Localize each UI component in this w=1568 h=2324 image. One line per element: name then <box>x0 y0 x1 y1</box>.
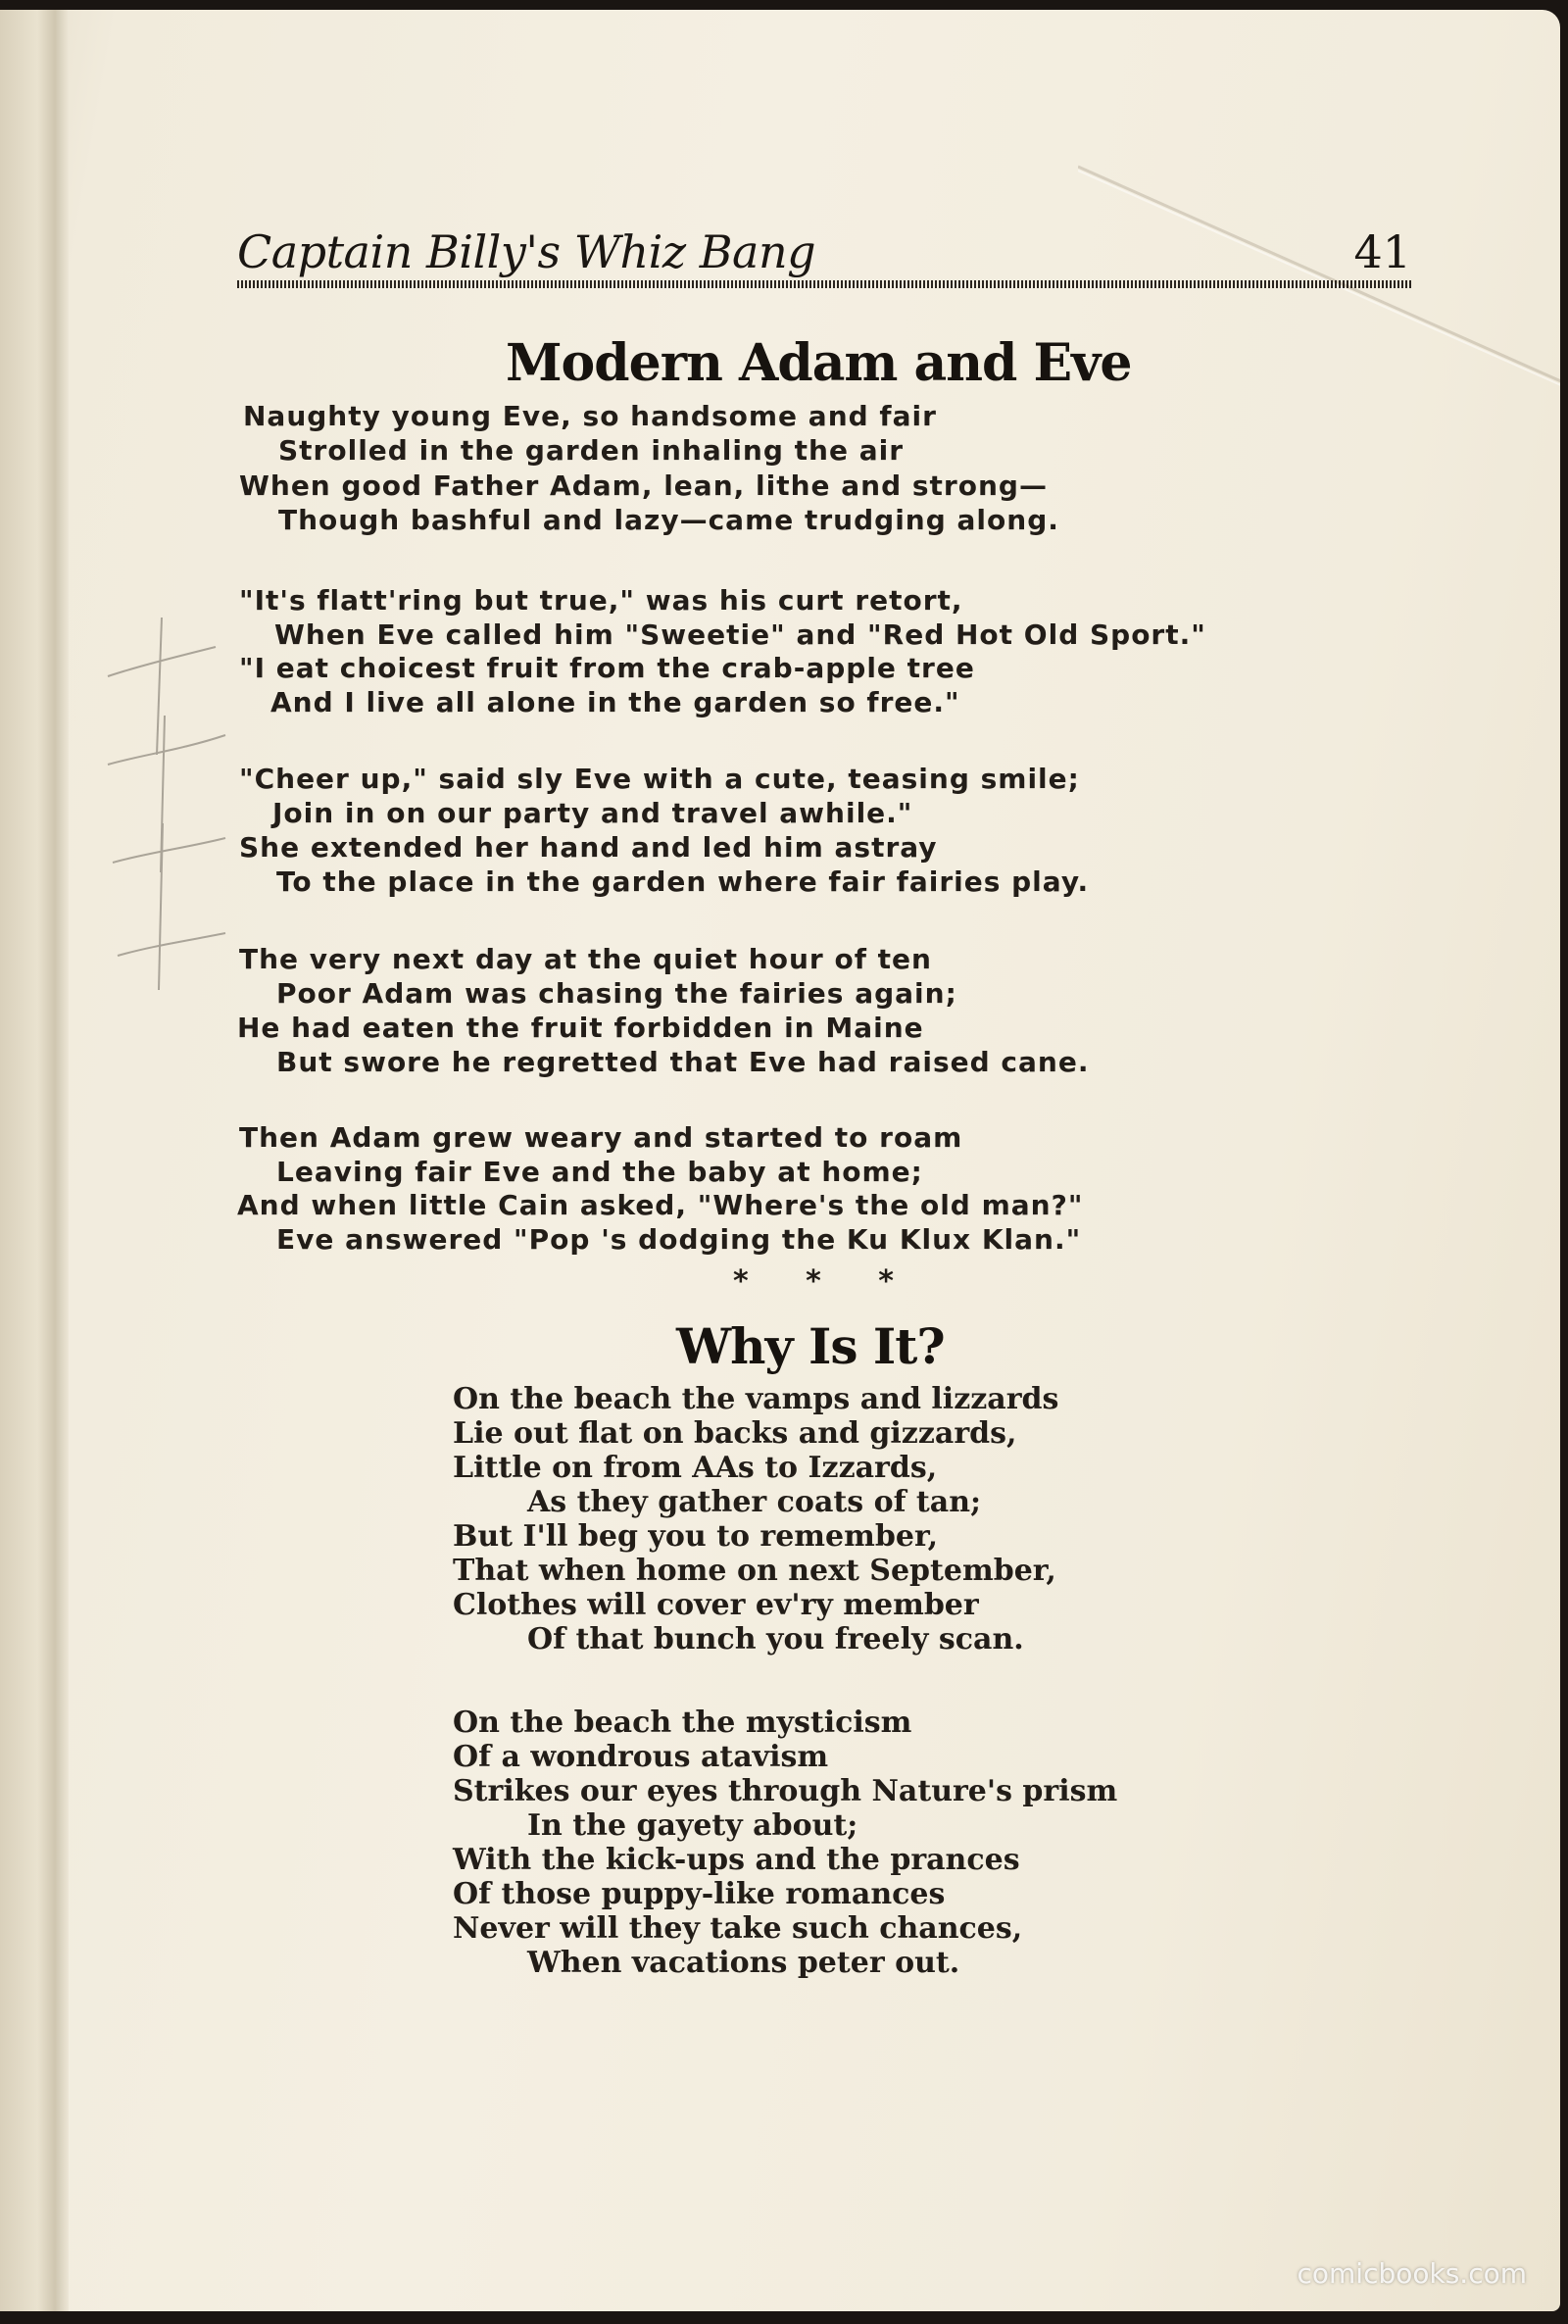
page-number: 41 <box>1353 225 1411 278</box>
poem-line: And I live all alone in the garden so free." <box>270 686 960 718</box>
poem-line: Then Adam grew weary and started to roam <box>239 1121 963 1154</box>
poem-line: Strolled in the garden inhaling the air <box>278 434 905 467</box>
poem-line: In the gayety about; <box>527 1808 858 1843</box>
poem-line: Of a wondrous atavism <box>453 1740 829 1774</box>
poem-line: On the beach the mysticism <box>453 1706 912 1740</box>
poem-line: And when little Cain asked, "Where's the old man?" <box>237 1189 1084 1221</box>
poem-line: Of that bunch you freely scan. <box>527 1622 1024 1656</box>
poem-line: Strikes our eyes through Nature's prism <box>453 1774 1118 1808</box>
poem-line: Little on from AAs to Izzards, <box>453 1451 938 1485</box>
poem-line: Eve answered "Pop 's dodging the Ku Klux Klan." <box>276 1223 1082 1256</box>
poem-line: That when home on next September, <box>453 1554 1056 1588</box>
running-title: Captain Billy's Whiz Bang <box>237 225 816 278</box>
poem-line: To the place in the garden where fair fairies play. <box>276 865 1090 898</box>
poem-line: But swore he regretted that Eve had raised cane. <box>276 1046 1090 1078</box>
poem-line: But I'll beg you to remember, <box>453 1519 939 1554</box>
poem-line: Naughty young Eve, so handsome and fair <box>243 400 937 432</box>
pencil-margin-marks <box>88 618 245 1029</box>
poem-line: Though bashful and lazy—came trudging along. <box>278 504 1059 536</box>
poem-line: Clothes will cover ev'ry member <box>453 1588 979 1622</box>
poem-line: Join in on our party and travel awhile." <box>272 797 913 829</box>
poem-title-modern-adam-and-eve: Modern Adam and Eve <box>506 333 1132 393</box>
poem-line: He had eaten the fruit forbidden in Maine <box>237 1012 924 1044</box>
poem-line: "I eat choicest fruit from the crab-apple tree <box>239 652 975 684</box>
page-spine-shadow <box>0 10 69 2311</box>
poem-line: When good Father Adam, lean, lithe and strong— <box>239 470 1048 502</box>
section-separator: * * * <box>733 1264 917 1299</box>
magazine-page <box>0 10 1560 2311</box>
poem-line: With the kick-ups and the prances <box>453 1843 1020 1877</box>
poem-line: Never will they take such chances, <box>453 1911 1023 1946</box>
poem-line: The very next day at the quiet hour of ten <box>239 943 932 975</box>
poem-line: On the beach the vamps and lizzards <box>453 1382 1059 1416</box>
poem-line: "It's flatt'ring but true," was his curt retort, <box>239 584 963 617</box>
poem-line: Poor Adam was chasing the fairies again; <box>276 977 957 1010</box>
poem-line: She extended her hand and led him astray <box>239 831 938 864</box>
poem-line: When Eve called him "Sweetie" and "Red Hot Old Sport." <box>274 618 1206 651</box>
header-rule <box>237 280 1411 288</box>
poem-line: Leaving fair Eve and the baby at home; <box>276 1156 923 1188</box>
poem-line: As they gather coats of tan; <box>527 1485 982 1519</box>
poem-title-why-is-it: Why Is It? <box>676 1317 945 1375</box>
poem-line: When vacations peter out. <box>527 1946 960 1980</box>
watermark-text: comicbooks.com <box>1297 2257 1527 2290</box>
poem-line: Lie out flat on backs and gizzards, <box>453 1416 1017 1451</box>
poem-line: Of those puppy-like romances <box>453 1877 946 1911</box>
poem-line: "Cheer up," said sly Eve with a cute, teasing smile; <box>239 763 1080 795</box>
